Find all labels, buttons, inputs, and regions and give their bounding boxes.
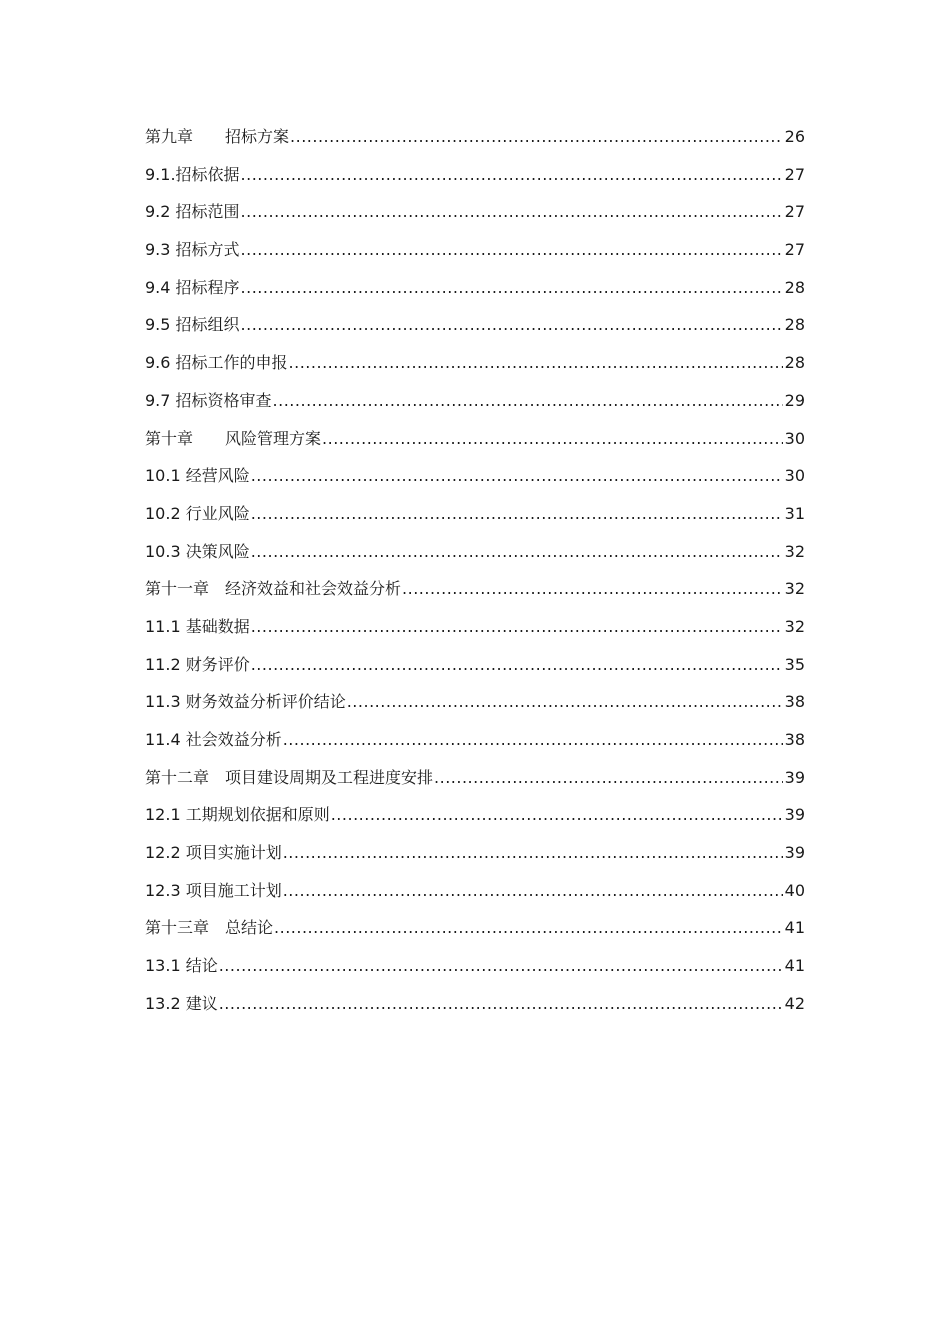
- toc-entry-ch11[interactable]: [145, 570, 805, 608]
- toc-entry-9-3[interactable]: [145, 231, 805, 269]
- toc-dot-leader: [251, 646, 783, 684]
- toc-page-number: 41: [784, 956, 805, 976]
- toc-dot-leader: [402, 570, 783, 608]
- toc-dot-leader: [283, 834, 783, 872]
- toc-page-number: 30: [784, 428, 805, 448]
- toc-dot-leader: [251, 457, 783, 495]
- toc-entry-10-2[interactable]: [145, 495, 805, 533]
- toc-dot-leader: [251, 608, 783, 646]
- toc-dot-leader: [283, 721, 783, 759]
- toc-dot-leader: [241, 231, 783, 269]
- toc-entry-10-1[interactable]: [145, 457, 805, 495]
- toc-page-number: 35: [784, 654, 805, 674]
- toc-page-number: 40: [784, 880, 805, 900]
- toc-entry-11-4[interactable]: [145, 721, 805, 759]
- toc-entry-9-1[interactable]: [145, 156, 805, 194]
- toc-entry-title: 第十三章 总结论: [145, 918, 274, 938]
- toc-page-number: 39: [784, 805, 805, 825]
- toc-entry-title: 第十二章 项目建设周期及工程进度安排: [145, 767, 434, 787]
- toc-entry-9-6[interactable]: [145, 344, 805, 382]
- toc-entry-9-2[interactable]: [145, 193, 805, 231]
- toc-page-number: 38: [784, 730, 805, 749]
- toc-page-number: 28: [784, 277, 805, 297]
- toc-page-number: 27: [784, 164, 805, 184]
- toc-entry-title: 11.3 财务效益分析评价结论: [145, 692, 346, 712]
- toc-entry-11-3[interactable]: [145, 683, 805, 721]
- toc-dot-leader: [219, 985, 783, 1023]
- toc-entry-title: 11.1 基础数据: [145, 616, 250, 636]
- toc-entry-ch9[interactable]: [145, 118, 805, 156]
- toc-dot-leader: [273, 382, 783, 420]
- toc-dot-leader: [322, 420, 783, 458]
- toc-dot-leader: [241, 269, 783, 307]
- toc-entry-12-2[interactable]: [145, 834, 805, 872]
- toc-dot-leader: [251, 495, 783, 533]
- toc-entry-11-2[interactable]: [145, 646, 805, 684]
- toc-entry-title: 第十一章 经济效益和社会效益分析: [145, 579, 402, 599]
- toc-entry-ch13[interactable]: [145, 909, 805, 947]
- toc-page-number: 28: [784, 353, 805, 373]
- toc-dot-leader: [219, 947, 783, 985]
- toc-entry-9-4[interactable]: [145, 269, 805, 307]
- toc-page-number: 39: [784, 767, 805, 787]
- toc-page-number: 27: [784, 202, 805, 222]
- toc-page-number: 42: [784, 993, 805, 1013]
- toc-page-number: 39: [784, 843, 805, 863]
- toc-entry-title: 10.3 决策风险: [145, 541, 250, 561]
- toc-page-number: 32: [784, 579, 805, 599]
- toc-page-number: 41: [784, 918, 805, 938]
- toc-entry-13-2[interactable]: [145, 985, 805, 1023]
- toc-page-number: 29: [784, 390, 805, 410]
- toc-entry-9-5[interactable]: [145, 306, 805, 344]
- toc-entry-title: 9.6 招标工作的申报: [145, 353, 288, 373]
- toc-entry-12-3[interactable]: [145, 872, 805, 910]
- toc-dot-leader: [289, 344, 783, 382]
- toc-entry-title: 12.2 项目实施计划: [145, 843, 282, 863]
- toc-dot-leader: [241, 156, 783, 194]
- toc-dot-leader: [274, 909, 783, 947]
- toc-entry-title: 11.4 社会效益分析: [145, 730, 282, 749]
- toc-entry-title: 10.2 行业风险: [145, 503, 250, 523]
- toc-entry-title: 10.1 经营风险: [145, 466, 250, 486]
- toc-entry-ch10[interactable]: [145, 420, 805, 458]
- toc-entry-title: 12.3 项目施工计划: [145, 880, 282, 900]
- toc-dot-leader: [241, 193, 783, 231]
- toc-entry-title: 13.2 建议: [145, 993, 218, 1013]
- toc-entry-11-1[interactable]: [145, 608, 805, 646]
- toc-entry-title: 11.2 财务评价: [145, 654, 250, 674]
- toc-entry-12-1[interactable]: [145, 796, 805, 834]
- toc-page-number: 28: [784, 315, 805, 335]
- toc-entry-9-7[interactable]: [145, 382, 805, 420]
- toc-entry-title: 9.4 招标程序: [145, 277, 240, 297]
- toc-dot-leader: [290, 118, 783, 156]
- toc-dot-leader: [283, 872, 783, 910]
- toc-entry-title: 第九章 招标方案: [145, 127, 290, 146]
- toc-entry-title: 9.1.招标依据: [145, 164, 240, 184]
- toc-entry-title: 9.5 招标组织: [145, 315, 240, 335]
- toc-entry-13-1[interactable]: [145, 947, 805, 985]
- toc-page-number: 31: [784, 503, 805, 523]
- toc-page-number: 27: [784, 240, 805, 260]
- toc-page-number: 32: [784, 616, 805, 636]
- toc-entry-ch12[interactable]: [145, 759, 805, 797]
- toc-entry-title: 9.7 招标资格审查: [145, 390, 272, 410]
- toc-entry-title: 第十章 风险管理方案: [145, 428, 322, 448]
- toc-entry-10-3[interactable]: [145, 533, 805, 571]
- toc-dot-leader: [241, 306, 783, 344]
- toc-page-number: 38: [784, 692, 805, 712]
- table-of-contents: [145, 118, 805, 1023]
- toc-dot-leader: [434, 759, 783, 797]
- toc-dot-leader: [331, 796, 783, 834]
- toc-entry-title: 13.1 结论: [145, 956, 218, 976]
- toc-entry-title: 12.1 工期规划依据和原则: [145, 805, 330, 825]
- toc-dot-leader: [347, 683, 783, 721]
- toc-page-number: 26: [784, 127, 805, 146]
- toc-entry-title: 9.3 招标方式: [145, 240, 240, 260]
- toc-entry-title: 9.2 招标范围: [145, 202, 240, 222]
- toc-page-number: 30: [784, 466, 805, 486]
- toc-dot-leader: [251, 533, 783, 571]
- toc-page-number: 32: [784, 541, 805, 561]
